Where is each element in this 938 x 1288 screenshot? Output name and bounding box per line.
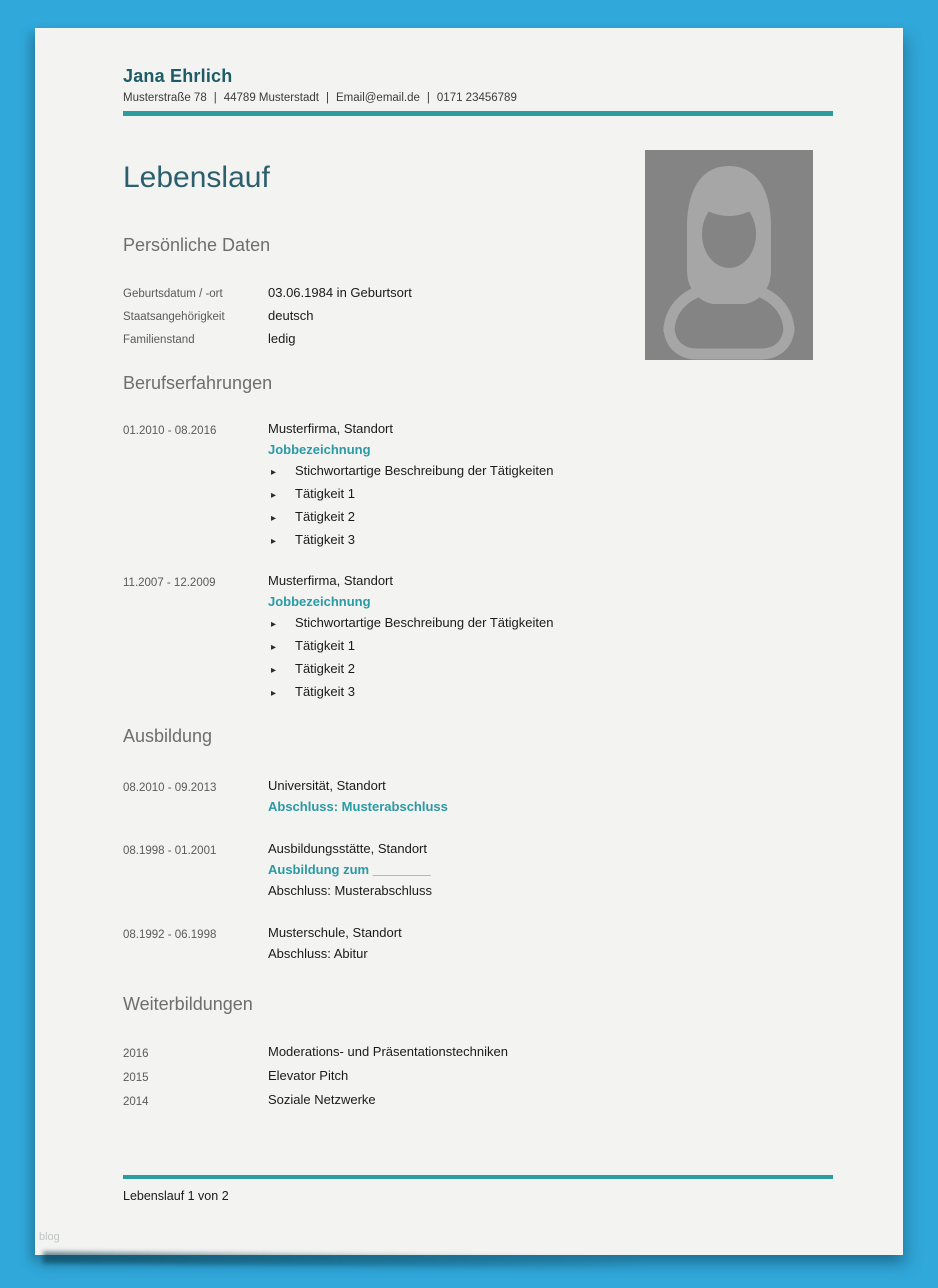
entry-period: 11.2007 - 12.2009	[123, 577, 216, 589]
bullet-text: Stichwortartige Beschreibung der Tätigkeiten	[295, 615, 554, 630]
education-entry	[123, 838, 833, 901]
training-rows	[123, 1041, 833, 1113]
bullet-text: Tätigkeit 2	[295, 509, 355, 524]
page-title: Lebenslauf	[123, 161, 270, 194]
bullet-text: Stichwortartige Beschreibung der Tätigkeiten	[295, 463, 554, 478]
list-item	[268, 635, 833, 658]
bullet-arrow-icon: ▸	[271, 665, 277, 676]
separator: |	[426, 92, 430, 104]
footer-divider	[123, 1175, 833, 1179]
entry-period: 01.2010 - 08.2016	[123, 425, 217, 437]
header	[123, 66, 833, 116]
entry-period: 08.2010 - 09.2013	[123, 782, 217, 794]
experience-entries	[123, 418, 833, 704]
entry-job-title: Jobbezeichnung	[268, 594, 371, 609]
education-entries	[123, 775, 833, 964]
training-year: 2016	[123, 1048, 149, 1060]
page-number: Lebenslauf 1 von 2	[123, 1189, 229, 1203]
contact-line	[123, 92, 833, 104]
section-heading-education: Ausbildung	[123, 726, 213, 746]
training-row	[123, 1065, 833, 1089]
personal-label: Staatsangehörigkeit	[123, 311, 225, 323]
personal-value: 03.06.1984 in Geburtsort	[268, 285, 412, 300]
personal-value: deutsch	[268, 308, 314, 323]
entry-degree-note: Abschluss: Abitur	[268, 946, 368, 961]
bullet-text: Tätigkeit 2	[295, 661, 355, 676]
entry-degree-note: Abschluss: Musterabschluss	[268, 883, 433, 898]
bullet-arrow-icon: ▸	[271, 467, 277, 478]
training-year: 2015	[123, 1072, 149, 1084]
bullet-arrow-icon: ▸	[271, 490, 277, 501]
bullet-text: Tätigkeit 1	[295, 486, 355, 501]
watermark: blog	[39, 1231, 60, 1243]
list-item	[268, 483, 833, 506]
contact-address: Musterstraße 78	[123, 92, 207, 104]
section-heading-personal: Persönliche Daten	[123, 235, 271, 255]
entry-company: Musterfirma, Standort	[268, 421, 393, 436]
header-divider	[123, 111, 833, 116]
separator: |	[213, 92, 217, 104]
training-title: Moderations- und Präsentationstechniken	[268, 1044, 508, 1059]
footer	[123, 1175, 833, 1203]
list-item	[268, 612, 833, 635]
personal-value: ledig	[268, 331, 296, 346]
education-entry	[123, 775, 833, 817]
entry-institution: Ausbildungsstätte, Standort	[268, 841, 427, 856]
profile-photo-placeholder	[645, 150, 813, 360]
entry-bullet-list	[268, 612, 833, 704]
entry-period: 08.1998 - 01.2001	[123, 845, 217, 857]
bullet-arrow-icon: ▸	[271, 619, 277, 630]
contact-city: 44789 Musterstadt	[223, 92, 319, 104]
contact-email: Email@email.de	[336, 92, 420, 104]
experience-entry	[123, 418, 833, 552]
person-silhouette-icon	[645, 150, 813, 360]
training-title: Elevator Pitch	[268, 1068, 349, 1083]
list-item	[268, 506, 833, 529]
bullet-text: Tätigkeit 3	[295, 684, 355, 699]
cv-page	[35, 28, 903, 1255]
person-name: Jana Ehrlich	[123, 66, 233, 86]
personal-label: Geburtsdatum / -ort	[123, 288, 223, 300]
personal-label: Familienstand	[123, 334, 195, 346]
bullet-arrow-icon: ▸	[271, 513, 277, 524]
section-heading-training: Weiterbildungen	[123, 994, 253, 1014]
entry-job-title: Jobbezeichnung	[268, 442, 371, 457]
training-title: Soziale Netzwerke	[268, 1092, 376, 1107]
list-item	[268, 681, 833, 704]
bullet-text: Tätigkeit 1	[295, 638, 355, 653]
entry-company: Musterfirma, Standort	[268, 573, 393, 588]
training-row	[123, 1089, 833, 1113]
entry-degree-highlight: Ausbildung zum ________	[268, 862, 431, 877]
entry-degree-highlight: Abschluss: Musterabschluss	[268, 799, 448, 814]
list-item	[268, 529, 833, 552]
entry-bullet-list	[268, 460, 833, 552]
education-entry	[123, 922, 833, 964]
list-item	[268, 658, 833, 681]
separator: |	[326, 92, 329, 104]
list-item	[268, 460, 833, 483]
training-row	[123, 1041, 833, 1065]
entry-institution: Musterschule, Standort	[268, 925, 402, 940]
experience-entry	[123, 570, 833, 704]
bullet-text: Tätigkeit 3	[295, 532, 355, 547]
bullet-arrow-icon: ▸	[271, 688, 277, 699]
contact-phone: 0171 23456789	[436, 92, 517, 104]
section-heading-experience: Berufserfahrungen	[123, 373, 273, 393]
bullet-arrow-icon: ▸	[271, 642, 277, 653]
bullet-arrow-icon: ▸	[271, 536, 277, 547]
training-year: 2014	[123, 1096, 149, 1108]
entry-period: 08.1992 - 06.1998	[123, 929, 217, 941]
entry-institution: Universität, Standort	[268, 778, 386, 793]
